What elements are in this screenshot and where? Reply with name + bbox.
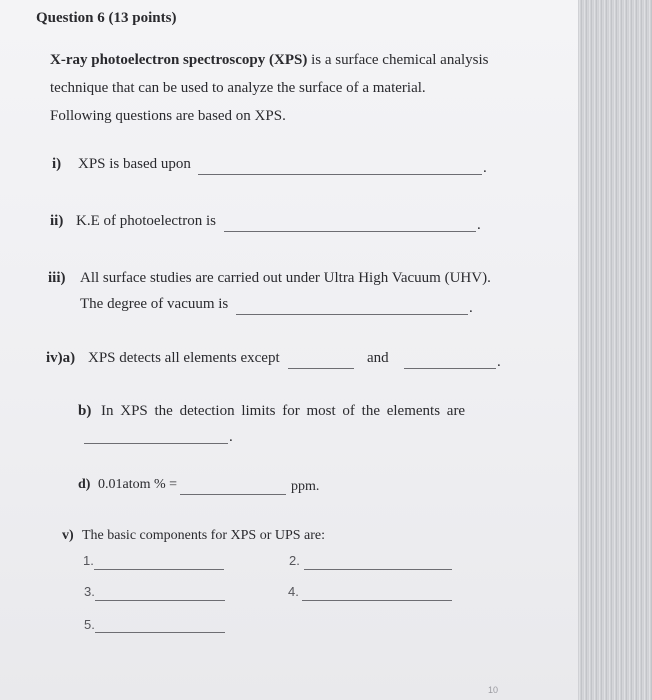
answer-blank-d[interactable] xyxy=(180,494,286,495)
item-v-text: The basic components for XPS or UPS are: xyxy=(82,528,326,543)
item-iva-label: iv)a) xyxy=(46,350,76,366)
item-iii-text-1: All surface studies are carried out under Ultra High Vacuum (UHV). xyxy=(80,270,491,286)
item-d-unit: ppm. xyxy=(291,479,320,494)
answer-blank-iii[interactable] xyxy=(236,314,468,315)
answer-blank-ii[interactable] xyxy=(224,231,476,232)
answer-blank-i[interactable] xyxy=(198,174,482,175)
item-ii-label: ii) xyxy=(50,213,64,229)
item-ii-period: . xyxy=(477,217,481,233)
component-number-1: 1. xyxy=(83,553,94,568)
item-iii-period: . xyxy=(469,300,473,316)
item-iva-period: . xyxy=(497,354,501,370)
page-binding-edge xyxy=(578,0,652,700)
item-i-period: . xyxy=(483,160,487,176)
item-ivb-period: . xyxy=(229,429,233,445)
component-number-2: 2. xyxy=(289,553,300,568)
item-ivb-text: In XPS the detection limits for most of the elements are xyxy=(101,403,466,419)
item-iii-label: iii) xyxy=(48,270,66,286)
item-ivb-label: b) xyxy=(78,403,92,419)
answer-blank-iva-1[interactable] xyxy=(288,368,354,369)
item-iva-text: XPS detects all elements except xyxy=(88,350,280,366)
answer-blank-component-3[interactable] xyxy=(95,600,225,601)
intro-line-1-rest: is a surface chemical analysis xyxy=(307,52,489,68)
item-d-text: 0.01atom % = xyxy=(98,477,178,492)
answer-blank-iva-2[interactable] xyxy=(404,368,496,369)
intro-line-1 xyxy=(50,52,489,69)
item-ii-text: K.E of photoelectron is xyxy=(76,213,216,229)
component-number-3: 3. xyxy=(84,584,95,599)
intro-line-3: Following questions are based on XPS. xyxy=(50,108,286,124)
intro-line-2: technique that can be used to analyze the surface of a material. xyxy=(50,80,426,96)
item-i-text: XPS is based upon xyxy=(78,156,191,172)
answer-blank-component-5[interactable] xyxy=(95,632,225,633)
page-number: 10 xyxy=(488,685,499,695)
item-iva-and: and xyxy=(367,350,389,366)
item-v-label: v) xyxy=(62,528,74,543)
answer-blank-component-4[interactable] xyxy=(302,600,452,601)
item-i-label: i) xyxy=(52,156,62,172)
component-number-5: 5. xyxy=(84,617,95,632)
answer-blank-component-1[interactable] xyxy=(94,569,224,570)
intro-bold-term: X-ray photoelectron spectroscopy (XPS) xyxy=(50,52,308,68)
component-number-4: 4. xyxy=(288,584,299,599)
question-title: Question 6 (13 points) xyxy=(36,10,177,26)
answer-blank-ivb[interactable] xyxy=(84,443,228,444)
answer-blank-component-2[interactable] xyxy=(304,569,452,570)
item-iii-text-2: The degree of vacuum is xyxy=(80,296,229,312)
item-d-label: d) xyxy=(78,477,91,492)
